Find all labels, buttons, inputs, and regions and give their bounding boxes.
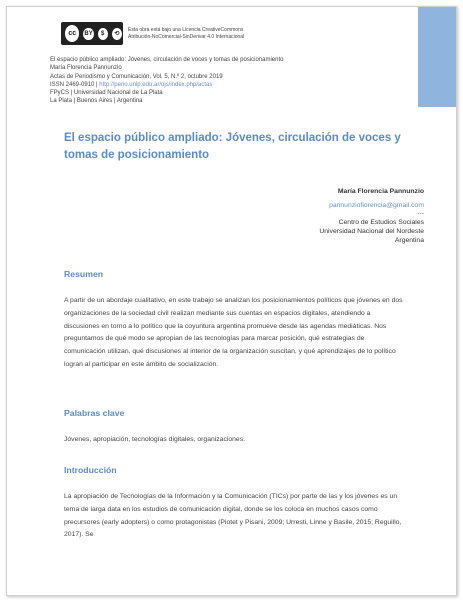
journal-url-link[interactable]: http://perio.unlp.edu.ar/ojs/index.php/actas [99, 81, 213, 88]
sa-icon: ⟲ [111, 27, 123, 41]
citation-issn: ISSN 2469-0910 [50, 81, 95, 88]
author-email-link[interactable]: pannunziofiorencia@gmail.com [329, 201, 424, 209]
article-title: El espacio público ampliado: Jóvenes, circulación de voces y tomas de posicionamiento [64, 132, 401, 161]
citation-author: María Florencia Pannunzio [50, 65, 122, 72]
citation-journal: Actas de Periodismo y Comunicación, Vol. 5, N.º 2, octubre 2019 [50, 73, 223, 80]
keywords-text: Jóvenes, apropiación, tecnologías digitales, organizaciones. [64, 436, 245, 443]
author-block [319, 188, 424, 245]
citation-location: La Plata | Buenos Aires | Argentina [50, 98, 143, 105]
header-accent-bar [418, 7, 456, 107]
author-center: Centro de Estudios Sociales [338, 219, 424, 227]
citation-institution: FPyCS | Universidad Nacional de La Plata [50, 90, 163, 97]
author-name: María Florencia Pannunzio [337, 188, 424, 195]
creative-commons-icon: cc [64, 24, 80, 43]
license-line: Atribución-NoComercial-SinDerivar 4.0 Internacional [128, 33, 245, 40]
nc-icon: $ [97, 27, 109, 41]
license-line: Esta obra está bajo una Licencia CreativeCommons [128, 27, 244, 33]
document-page [6, 6, 457, 596]
resumen-heading: Resumen [64, 269, 104, 279]
intro-heading: Introducción [64, 465, 117, 475]
page-header [7, 7, 456, 107]
creative-commons-license-badge[interactable] [61, 22, 123, 45]
citation-title: El espacio público ampliado: Jóvenes, circulación de voces y tomas de posicionamiento [50, 57, 284, 63]
author-country: Argentina [394, 236, 424, 244]
keywords-heading: Palabras clave [64, 408, 125, 418]
by-icon: BY [82, 27, 94, 41]
intro-text: La apropiación de Tecnologías de la Información y la Comunicación (TICs) por parte de las y los jóvenes es un tema de larga data en los estudios de comunicación digital, donde se los coloca en muchos casos como precursores (early adopters) o como protagonistas (Piotet y Pisani, 2009; Urresti, Linne y Basile, 2015; Reguillo, 2017). Se [64, 493, 402, 539]
license-text [128, 27, 308, 40]
citation-separator: | [96, 81, 100, 88]
citation-block [50, 56, 410, 106]
author-university: Universidad Nacional del Nordeste [319, 227, 424, 235]
author-separator: --- [417, 210, 424, 218]
citation-issn-url [50, 81, 410, 89]
resumen-text: A partir de un abordaje cualitativo, en este trabajo se analizan los posicionamientos políticos que jóvenes en dos organizaciones de la sociedad civil realizan mediante sus cuentas en espacios digitales, atendiendo a discusiones en torno a lo político que la coyuntura argentina promueve desde las agendas mediáticas. Nos preguntamos de qué modo se apropian de las tecnologías para marcar posición, qué estrategias de comunicación utilizan, qué discusiones al interior de la organización suscitan, y qué aprendizajes de lo político logran al participar en este ámbito de socialización. [64, 297, 403, 368]
